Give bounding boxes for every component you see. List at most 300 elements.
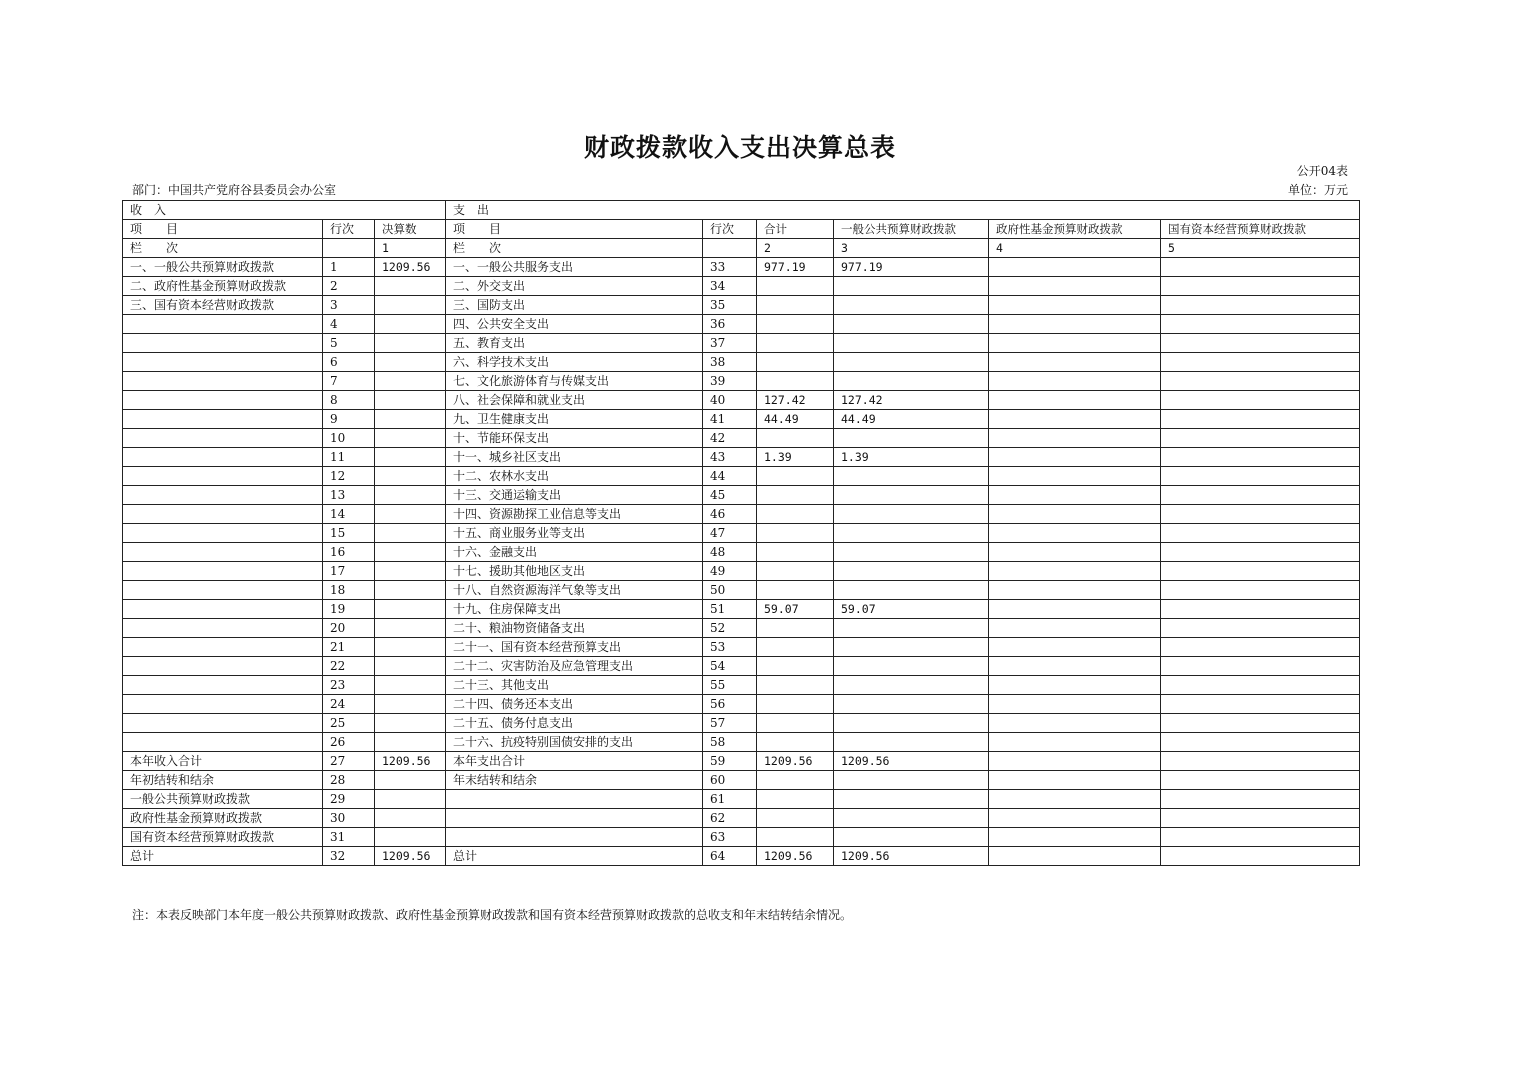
cell-col-4: 十四、资源勘探工业信息等支出 [446, 505, 703, 524]
cell-col-1 [123, 524, 323, 543]
cell-col-8 [989, 581, 1161, 600]
cell-col-9 [1161, 543, 1360, 562]
cell-col-5: 58 [703, 733, 757, 752]
cell-col-7 [834, 828, 989, 847]
cell-col-8 [989, 391, 1161, 410]
cell-col-8 [989, 733, 1161, 752]
cell-col-7 [834, 581, 989, 600]
cell-col-3 [375, 429, 446, 448]
cell-col-7: 44.49 [834, 410, 989, 429]
cell-col-5: 62 [703, 809, 757, 828]
appropriation-table [122, 200, 1360, 866]
cell-col-3 [375, 619, 446, 638]
cell-col-9 [1161, 714, 1360, 733]
cell-col-7 [834, 524, 989, 543]
cell-col-2: 12 [323, 467, 375, 486]
cell-col-4: 十七、援助其他地区支出 [446, 562, 703, 581]
cell-col-8 [989, 828, 1161, 847]
cell-col-5: 36 [703, 315, 757, 334]
table-row [123, 524, 1360, 543]
cell-col-6 [757, 543, 834, 562]
cell-col-1 [123, 562, 323, 581]
cell-col-9 [1161, 790, 1360, 809]
cell-col-5: 51 [703, 600, 757, 619]
cell-col-5: 34 [703, 277, 757, 296]
cell-col-6: 1209.56 [757, 847, 834, 866]
cell-col-1 [123, 486, 323, 505]
cell-col-5 [703, 239, 757, 258]
cell-col-3 [375, 733, 446, 752]
cell-col-7 [834, 543, 989, 562]
cell-col-6 [757, 581, 834, 600]
cell-col-9 [1161, 581, 1360, 600]
cell-col-2: 28 [323, 771, 375, 790]
column-header-row [123, 220, 1360, 239]
cell-col-6 [757, 277, 834, 296]
cell-col-3 [375, 296, 446, 315]
cell-col-2: 27 [323, 752, 375, 771]
cell-col-1 [123, 334, 323, 353]
table-row [123, 714, 1360, 733]
cell-col-8 [989, 372, 1161, 391]
cell-col-1 [123, 676, 323, 695]
cell-col-5: 48 [703, 543, 757, 562]
cell-col-2: 9 [323, 410, 375, 429]
cell-col-2: 13 [323, 486, 375, 505]
cell-col-7 [834, 467, 989, 486]
cell-col-9 [1161, 334, 1360, 353]
cell-col-4: 年末结转和结余 [446, 771, 703, 790]
cell-col-1 [123, 505, 323, 524]
table-row [123, 410, 1360, 429]
cell-col-9 [1161, 277, 1360, 296]
cell-col-6 [757, 638, 834, 657]
table-row [123, 619, 1360, 638]
section-header-row [123, 201, 1360, 220]
cell-col-6: 1209.56 [757, 752, 834, 771]
cell-col-6 [757, 790, 834, 809]
table-row [123, 695, 1360, 714]
cell-col-7 [834, 695, 989, 714]
cell-col-2: 2 [323, 277, 375, 296]
cell-col-2: 10 [323, 429, 375, 448]
cell-col-7 [834, 334, 989, 353]
cell-col-5: 35 [703, 296, 757, 315]
cell-col-9 [1161, 429, 1360, 448]
cell-col-8 [989, 315, 1161, 334]
cell-col-8 [989, 771, 1161, 790]
cell-col-9 [1161, 372, 1360, 391]
footnote: 注：本表反映部门本年度一般公共预算财政拨款、政府性基金预算财政拨款和国有资本经营预算财政拨款的总收支和年末结转结余情况。 [132, 908, 853, 922]
table-row [123, 562, 1360, 581]
cell-col-4 [446, 809, 703, 828]
table-row [123, 277, 1360, 296]
cell-col-3 [375, 562, 446, 581]
cell-col-3 [375, 809, 446, 828]
cell-col-4: 二十四、债务还本支出 [446, 695, 703, 714]
table-row [123, 315, 1360, 334]
cell-col-6 [757, 505, 834, 524]
cell-col-6 [757, 809, 834, 828]
cell-col-7 [834, 505, 989, 524]
cell-col-6 [757, 619, 834, 638]
cell-col-4: 四、公共安全支出 [446, 315, 703, 334]
table-row [123, 676, 1360, 695]
table-row [123, 372, 1360, 391]
cell-col-1 [123, 410, 323, 429]
cell-col-1: 年初结转和结余 [123, 771, 323, 790]
unit-label: 单位：万元 [1287, 183, 1348, 197]
cell-col-9 [1161, 847, 1360, 866]
cell-col-2: 14 [323, 505, 375, 524]
cell-col-9 [1161, 619, 1360, 638]
cell-col-7 [834, 315, 989, 334]
cell-col-5: 50 [703, 581, 757, 600]
cell-col-8 [989, 790, 1161, 809]
cell-col-5: 60 [703, 771, 757, 790]
cell-col-1 [123, 448, 323, 467]
cell-col-3 [375, 581, 446, 600]
cell-col-8 [989, 353, 1161, 372]
cell-col-8 [989, 258, 1161, 277]
cell-col-5: 54 [703, 657, 757, 676]
cell-col-2: 26 [323, 733, 375, 752]
cell-col-9 [1161, 638, 1360, 657]
table-row [123, 771, 1360, 790]
cell-col-3 [375, 524, 446, 543]
cell-col-4: 六、科学技术支出 [446, 353, 703, 372]
cell-col-8 [989, 410, 1161, 429]
cell-col-2: 6 [323, 353, 375, 372]
cell-col-5: 52 [703, 619, 757, 638]
cell-col-7: 一般公共预算财政拨款 [834, 220, 989, 239]
cell-col-4: 十五、商业服务业等支出 [446, 524, 703, 543]
cell-col-3 [375, 714, 446, 733]
cell-col-4: 十二、农林水支出 [446, 467, 703, 486]
cell-col-9 [1161, 524, 1360, 543]
cell-col-4: 七、文化旅游体育与传媒支出 [446, 372, 703, 391]
cell-col-6 [757, 353, 834, 372]
income-section-label: 收 入 [123, 201, 446, 220]
table-row [123, 467, 1360, 486]
cell-col-2: 31 [323, 828, 375, 847]
cell-col-7 [834, 486, 989, 505]
cell-col-5: 37 [703, 334, 757, 353]
cell-col-7 [834, 809, 989, 828]
cell-col-8 [989, 467, 1161, 486]
cell-col-8 [989, 562, 1161, 581]
cell-col-2: 行次 [323, 220, 375, 239]
cell-col-2: 30 [323, 809, 375, 828]
cell-col-7 [834, 657, 989, 676]
cell-col-8 [989, 657, 1161, 676]
cell-col-6 [757, 771, 834, 790]
cell-col-2: 24 [323, 695, 375, 714]
cell-col-4: 二十二、灾害防治及应急管理支出 [446, 657, 703, 676]
cell-col-7: 1209.56 [834, 847, 989, 866]
cell-col-6: 合计 [757, 220, 834, 239]
cell-col-1: 项 目 [123, 220, 323, 239]
cell-col-1 [123, 391, 323, 410]
cell-col-7 [834, 619, 989, 638]
cell-col-7: 977.19 [834, 258, 989, 277]
cell-col-9 [1161, 353, 1360, 372]
cell-col-4: 八、社会保障和就业支出 [446, 391, 703, 410]
cell-col-3 [375, 695, 446, 714]
cell-col-6 [757, 695, 834, 714]
cell-col-6 [757, 714, 834, 733]
table-row [123, 353, 1360, 372]
cell-col-2: 18 [323, 581, 375, 600]
cell-col-9 [1161, 695, 1360, 714]
table-row [123, 752, 1360, 771]
cell-col-9: 国有资本经营预算财政拨款 [1161, 220, 1360, 239]
cell-col-6: 1.39 [757, 448, 834, 467]
cell-col-1: 一、一般公共预算财政拨款 [123, 258, 323, 277]
cell-col-3 [375, 467, 446, 486]
table-row [123, 828, 1360, 847]
cell-col-2: 17 [323, 562, 375, 581]
cell-col-1 [123, 733, 323, 752]
cell-col-2: 21 [323, 638, 375, 657]
cell-col-3: 1209.56 [375, 847, 446, 866]
cell-col-1: 二、政府性基金预算财政拨款 [123, 277, 323, 296]
cell-col-1: 总计 [123, 847, 323, 866]
cell-col-3 [375, 505, 446, 524]
cell-col-1 [123, 714, 323, 733]
cell-col-2: 19 [323, 600, 375, 619]
cell-col-2: 23 [323, 676, 375, 695]
cell-col-5: 41 [703, 410, 757, 429]
cell-col-4 [446, 790, 703, 809]
cell-col-6 [757, 657, 834, 676]
cell-col-4: 项 目 [446, 220, 703, 239]
cell-col-5: 43 [703, 448, 757, 467]
cell-col-9 [1161, 600, 1360, 619]
cell-col-9 [1161, 296, 1360, 315]
cell-col-8 [989, 676, 1161, 695]
cell-col-5: 39 [703, 372, 757, 391]
cell-col-7 [834, 638, 989, 657]
column-index-row [123, 239, 1360, 258]
cell-col-8 [989, 277, 1161, 296]
cell-col-9: 5 [1161, 239, 1360, 258]
cell-col-4: 三、国防支出 [446, 296, 703, 315]
cell-col-9 [1161, 448, 1360, 467]
cell-col-5: 33 [703, 258, 757, 277]
cell-col-9 [1161, 562, 1360, 581]
cell-col-9 [1161, 505, 1360, 524]
cell-col-2: 1 [323, 258, 375, 277]
cell-col-8: 4 [989, 239, 1161, 258]
cell-col-1 [123, 543, 323, 562]
cell-col-2: 29 [323, 790, 375, 809]
cell-col-4: 十六、金融支出 [446, 543, 703, 562]
cell-col-6 [757, 486, 834, 505]
department-label: 部门：中国共产党府谷县委员会办公室 [132, 183, 337, 197]
cell-col-1: 政府性基金预算财政拨款 [123, 809, 323, 828]
cell-col-8 [989, 714, 1161, 733]
cell-col-5: 40 [703, 391, 757, 410]
table-row [123, 847, 1360, 866]
cell-col-5: 59 [703, 752, 757, 771]
cell-col-6 [757, 562, 834, 581]
cell-col-1: 国有资本经营预算财政拨款 [123, 828, 323, 847]
cell-col-2: 3 [323, 296, 375, 315]
cell-col-1: 一般公共预算财政拨款 [123, 790, 323, 809]
cell-col-9 [1161, 676, 1360, 695]
cell-col-5: 47 [703, 524, 757, 543]
cell-col-6 [757, 429, 834, 448]
cell-col-5: 63 [703, 828, 757, 847]
cell-col-9 [1161, 771, 1360, 790]
cell-col-5: 56 [703, 695, 757, 714]
cell-col-8 [989, 847, 1161, 866]
cell-col-3 [375, 372, 446, 391]
cell-col-3: 1209.56 [375, 258, 446, 277]
cell-col-7 [834, 714, 989, 733]
cell-col-4: 二十、粮油物资储备支出 [446, 619, 703, 638]
cell-col-1 [123, 657, 323, 676]
cell-col-6 [757, 372, 834, 391]
cell-col-6: 977.19 [757, 258, 834, 277]
table-row [123, 809, 1360, 828]
cell-col-3 [375, 353, 446, 372]
cell-col-4: 十、节能环保支出 [446, 429, 703, 448]
cell-col-3 [375, 486, 446, 505]
cell-col-4: 总计 [446, 847, 703, 866]
cell-col-4 [446, 828, 703, 847]
cell-col-7 [834, 790, 989, 809]
cell-col-1 [123, 429, 323, 448]
cell-col-4: 二、外交支出 [446, 277, 703, 296]
form-number: 公开04表 [1296, 164, 1348, 178]
cell-col-6 [757, 524, 834, 543]
cell-col-4: 二十六、抗疫特别国债安排的支出 [446, 733, 703, 752]
cell-col-8 [989, 809, 1161, 828]
cell-col-8 [989, 334, 1161, 353]
cell-col-8 [989, 638, 1161, 657]
cell-col-1 [123, 372, 323, 391]
cell-col-1: 本年收入合计 [123, 752, 323, 771]
cell-col-4: 二十一、国有资本经营预算支出 [446, 638, 703, 657]
cell-col-5: 42 [703, 429, 757, 448]
cell-col-9 [1161, 752, 1360, 771]
cell-col-4: 十一、城乡社区支出 [446, 448, 703, 467]
cell-col-3: 1 [375, 239, 446, 258]
table-row [123, 600, 1360, 619]
cell-col-5: 44 [703, 467, 757, 486]
table-row [123, 581, 1360, 600]
cell-col-4: 十三、交通运输支出 [446, 486, 703, 505]
cell-col-6 [757, 334, 834, 353]
cell-col-9 [1161, 733, 1360, 752]
cell-col-7 [834, 771, 989, 790]
cell-col-2: 32 [323, 847, 375, 866]
cell-col-1 [123, 315, 323, 334]
cell-col-8 [989, 448, 1161, 467]
cell-col-2: 20 [323, 619, 375, 638]
cell-col-3 [375, 410, 446, 429]
cell-col-7 [834, 372, 989, 391]
cell-col-8 [989, 752, 1161, 771]
cell-col-9 [1161, 809, 1360, 828]
table-row [123, 391, 1360, 410]
cell-col-9 [1161, 315, 1360, 334]
cell-col-1 [123, 600, 323, 619]
cell-col-8 [989, 600, 1161, 619]
cell-col-1 [123, 353, 323, 372]
cell-col-4: 九、卫生健康支出 [446, 410, 703, 429]
cell-col-2: 5 [323, 334, 375, 353]
cell-col-3: 决算数 [375, 220, 446, 239]
cell-col-3 [375, 315, 446, 334]
cell-col-7: 1209.56 [834, 752, 989, 771]
cell-col-1 [123, 619, 323, 638]
table-row [123, 638, 1360, 657]
cell-col-9 [1161, 828, 1360, 847]
cell-col-6 [757, 733, 834, 752]
cell-col-5: 46 [703, 505, 757, 524]
cell-col-3 [375, 676, 446, 695]
cell-col-7: 59.07 [834, 600, 989, 619]
table-row [123, 448, 1360, 467]
cell-col-3 [375, 600, 446, 619]
cell-col-1: 三、国有资本经营财政拨款 [123, 296, 323, 315]
cell-col-3 [375, 448, 446, 467]
cell-col-3 [375, 334, 446, 353]
cell-col-2: 15 [323, 524, 375, 543]
cell-col-3 [375, 391, 446, 410]
cell-col-3 [375, 771, 446, 790]
cell-col-3: 1209.56 [375, 752, 446, 771]
cell-col-9 [1161, 391, 1360, 410]
cell-col-6 [757, 828, 834, 847]
cell-col-7 [834, 676, 989, 695]
cell-col-2: 11 [323, 448, 375, 467]
cell-col-8 [989, 486, 1161, 505]
table-row [123, 543, 1360, 562]
cell-col-8 [989, 296, 1161, 315]
cell-col-7 [834, 429, 989, 448]
cell-col-6: 2 [757, 239, 834, 258]
cell-col-6: 127.42 [757, 391, 834, 410]
cell-col-6 [757, 296, 834, 315]
cell-col-3 [375, 543, 446, 562]
cell-col-2: 7 [323, 372, 375, 391]
cell-col-5: 64 [703, 847, 757, 866]
cell-col-6 [757, 315, 834, 334]
cell-col-9 [1161, 486, 1360, 505]
cell-col-9 [1161, 657, 1360, 676]
table-row [123, 334, 1360, 353]
cell-col-8 [989, 543, 1161, 562]
cell-col-7: 3 [834, 239, 989, 258]
page-title: 财政拨款收入支出决算总表 [583, 133, 896, 162]
cell-col-9 [1161, 258, 1360, 277]
cell-col-5: 61 [703, 790, 757, 809]
cell-col-6: 44.49 [757, 410, 834, 429]
cell-col-3 [375, 638, 446, 657]
table-row [123, 657, 1360, 676]
cell-col-8: 政府性基金预算财政拨款 [989, 220, 1161, 239]
cell-col-1 [123, 581, 323, 600]
cell-col-4: 栏 次 [446, 239, 703, 258]
cell-col-2: 22 [323, 657, 375, 676]
table-row [123, 733, 1360, 752]
cell-col-1 [123, 467, 323, 486]
cell-col-4: 十八、自然资源海洋气象等支出 [446, 581, 703, 600]
